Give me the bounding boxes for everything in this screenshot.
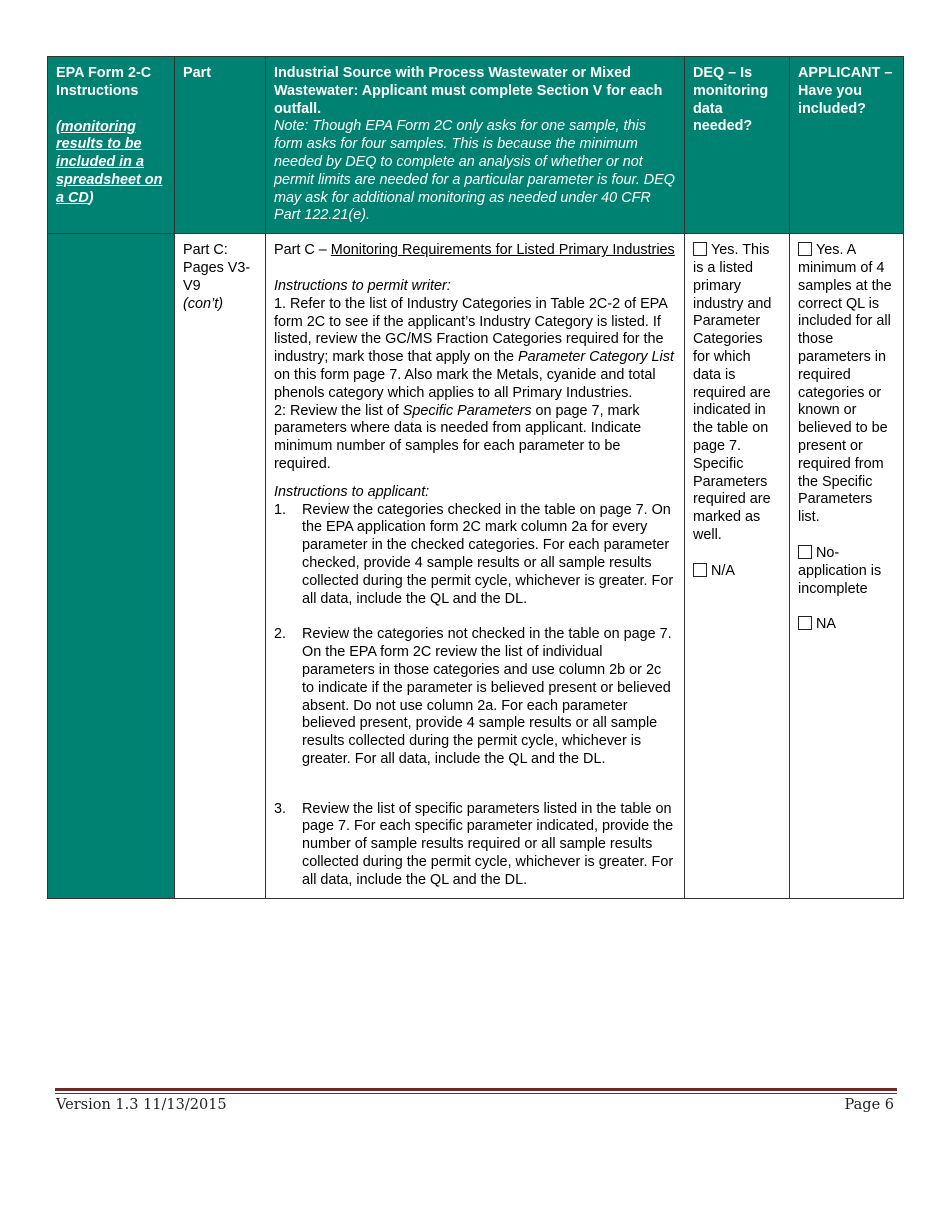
writer-step-2 bbox=[274, 403, 676, 474]
deq-yes-checkbox[interactable] bbox=[693, 242, 707, 256]
header-part: Part bbox=[175, 57, 266, 234]
instructions-cell bbox=[266, 234, 685, 899]
section-title: Monitoring Requirements for Listed Primary Industries bbox=[330, 242, 675, 259]
header-industrial-source-title: Industrial Source with Process Wastewater or Mixed Wastewater: Applicant must complete Section V for each outfall. bbox=[274, 65, 663, 117]
deq-yes-option bbox=[693, 242, 781, 545]
app-na-checkbox[interactable] bbox=[798, 616, 812, 630]
footer-page-number: Page 6 bbox=[844, 1097, 894, 1113]
app-no-label: No- application is incomplete bbox=[798, 544, 882, 597]
applicant-steps bbox=[274, 502, 676, 890]
writer-heading: Instructions to permit writer: bbox=[274, 277, 451, 294]
footer-rule-thick bbox=[55, 1088, 897, 1091]
header-epa-form-note bbox=[56, 119, 166, 208]
applicant-heading: Instructions to applicant: bbox=[274, 483, 430, 500]
app-na-option bbox=[798, 616, 895, 634]
part-cont: (con’t) bbox=[183, 295, 223, 312]
app-na-label: NA bbox=[816, 616, 836, 633]
step-number: 1. bbox=[274, 501, 287, 518]
step-text: Review the list of specific parameters listed in the table on page 7. For each specific parameter indicated, provide the number of sample results required or all sample results collected during the permit cycle, whichever is greater. For all data, include the QL and the DL. bbox=[302, 800, 674, 888]
applicant-step bbox=[274, 626, 676, 768]
note-close-paren: ) bbox=[88, 189, 94, 206]
part-c-row bbox=[48, 234, 904, 899]
header-row bbox=[48, 57, 904, 234]
header-deq: DEQ – Is monitoring data needed? bbox=[685, 57, 790, 234]
step-number: 3. bbox=[274, 800, 287, 817]
deq-na-label: N/A bbox=[711, 562, 735, 579]
applicant-step bbox=[274, 801, 676, 890]
writer-step-1-text-b: on this form page 7. Also mark the Metals, cyanide and total phenols category which applies to all Primary Industries. bbox=[274, 366, 656, 401]
writer-step-2-text-a: 2: Review the list of bbox=[274, 402, 403, 419]
section-prefix: Part C – bbox=[274, 242, 331, 259]
header-epa-form bbox=[48, 57, 175, 234]
deq-na-checkbox[interactable] bbox=[693, 563, 707, 577]
part-label: Part C: Pages V3-V9 bbox=[183, 242, 251, 294]
footer-version: Version 1.3 11/13/2015 bbox=[56, 1097, 227, 1113]
section-heading bbox=[274, 242, 676, 260]
teal-spacer-cell bbox=[48, 234, 175, 899]
part-cell bbox=[175, 234, 266, 899]
header-industrial-source-note: Note: Though EPA Form 2C only asks for one sample, this form asks for four samples. This is because the minimum needed by DEQ to complete an analysis of whether or not permit limits are needed for a particular parameter is four. DEQ may ask for additional monitoring as needed under 40 CFR Part 122.21(e). bbox=[274, 118, 675, 224]
header-industrial-source bbox=[266, 57, 685, 234]
app-no-option bbox=[798, 545, 895, 598]
writer-step-2-italic: Specific Parameters bbox=[402, 402, 532, 419]
app-yes-option bbox=[798, 242, 895, 527]
footer-rule-thin bbox=[55, 1093, 897, 1094]
deq-cell bbox=[685, 234, 790, 899]
app-no-checkbox[interactable] bbox=[798, 545, 812, 559]
writer-step-1-italic: Parameter Category List bbox=[517, 349, 674, 366]
writer-step-1-text-a: 1. Refer to the list of Industry Categories in Table 2C-2 of EPA form 2C to see if the applicant’s Industry Category is listed. If listed, review the GC/MS Fraction Categories required for the industry; mark those that apply on the bbox=[274, 295, 668, 366]
writer-step-1 bbox=[274, 296, 676, 403]
header-applicant: APPLICANT – Have you included? bbox=[790, 57, 904, 234]
applicant-step bbox=[274, 502, 676, 609]
monitoring-results-note: monitoring results to be included in a spreadsheet on a CD bbox=[56, 118, 163, 206]
step-text: Review the categories not checked in the table on page 7. On the EPA form 2C review the list of individual parameters in those categories and use column 2b or 2c to indicate if the parameter is believed present or believed absent. Do not use column 2a. For each parameter believed present, provide 4 sample results or all sample results collected during the permit cycle, whichever is greater. For all data, include the QL and the DL. bbox=[302, 626, 672, 767]
deq-na-option bbox=[693, 563, 781, 581]
step-text: Review the categories checked in the table on page 7. On the EPA application form 2C mark column 2a for every parameter in the checked categories. For each parameter checked, provide 4 sample results or all sample results collected during the permit cycle, whichever is greater. For all data, include the QL and the DL. bbox=[302, 501, 674, 607]
app-yes-label: Yes. A minimum of 4 samples at the correct QL is included for all those parameters in required categories or known or believed to be present or required from the Specific Parameters list. bbox=[798, 242, 892, 526]
app-yes-checkbox[interactable] bbox=[798, 242, 812, 256]
header-epa-form-title: EPA Form 2-C Instructions bbox=[56, 65, 152, 99]
writer-step-2-text-b: on page 7, mark parameters where data is needed from applicant. Indicate minimum number of samples for each parameter to be required. bbox=[274, 402, 642, 472]
deq-yes-label: Yes. This is a listed primary industry and Parameter Categories for which data is required are indicated in the table on page 7. Specific Parameters required are marked as well. bbox=[693, 242, 772, 543]
step-number: 2. bbox=[274, 626, 287, 643]
note-open-paren: ( bbox=[56, 118, 61, 135]
applicant-cell bbox=[790, 234, 904, 899]
instruction-table bbox=[47, 56, 904, 899]
